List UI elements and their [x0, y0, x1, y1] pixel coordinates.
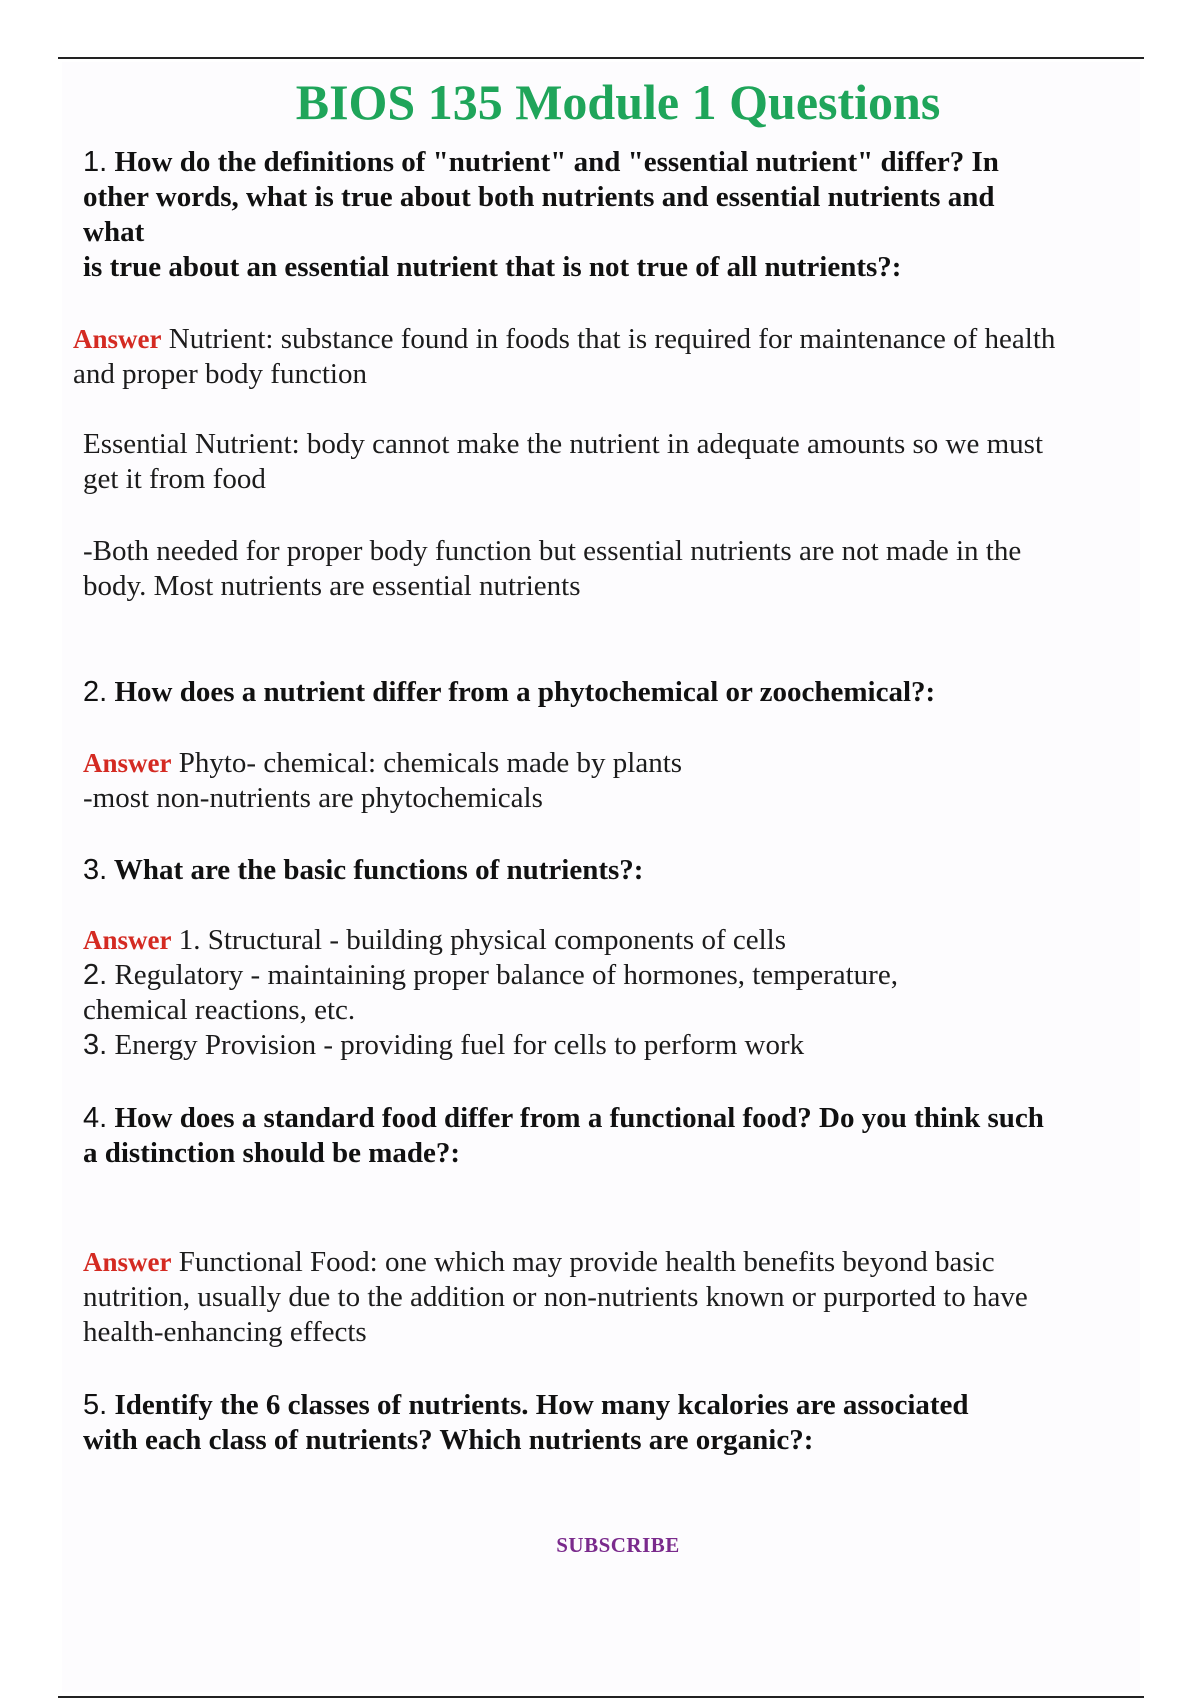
answer-text-line: and proper body function	[73, 358, 367, 390]
document-title: BIOS 135 Module 1 Questions	[295, 74, 941, 130]
answer-text-line: Functional Food: one which may provide health benefits beyond basic	[178, 1246, 995, 1278]
bottom-rule	[58, 1696, 1144, 1698]
answer-text-line: Nutrient: substance found in foods that is required for maintenance of health	[168, 323, 1056, 355]
question-text-line: other words, what is true about both nutrients and essential nutrients and	[83, 181, 995, 213]
question-text-line: What are the basic functions of nutrients?:	[113, 854, 644, 886]
question-3	[83, 853, 1143, 888]
question-number: 2.	[83, 676, 108, 708]
question-text-line: How does a nutrient differ from a phytochemical or zoochemical?:	[114, 676, 936, 708]
answer-1-paragraph-3	[83, 534, 1143, 604]
answer-text-line: Essential Nutrient: body cannot make the nutrient in adequate amounts so we must	[83, 428, 1044, 460]
answer-text-line: -most non-nutrients are phytochemicals	[83, 782, 543, 814]
question-text-line: How do the definitions of "nutrient" and "essential nutrient" differ? In	[114, 146, 999, 178]
question-text-line: with each class of nutrients? Which nutrients are organic?:	[83, 1424, 814, 1456]
question-number: 4.	[83, 1102, 108, 1134]
answer-label: Answer	[83, 925, 172, 955]
question-4	[83, 1101, 1143, 1171]
answer-text-line: get it from food	[83, 463, 266, 495]
answer-text-line: body. Most nutrients are essential nutrients	[83, 570, 581, 602]
question-number: 5.	[83, 1389, 108, 1421]
question-number: 3.	[83, 854, 108, 886]
answer-label: Answer	[83, 1247, 172, 1277]
answer-text-line: -Both needed for proper body function but essential nutrients are not made in the	[83, 535, 1022, 567]
answer-text-line: Regulatory - maintaining proper balance of hormones, temperature,	[114, 959, 898, 991]
question-5	[83, 1388, 1143, 1458]
answer-4	[83, 1245, 1143, 1350]
question-1	[83, 145, 1143, 285]
subscribe-link[interactable]: SUBSCRIBE	[556, 1533, 680, 1557]
answer-text-line: 1. Structural - building physical components of cells	[178, 924, 787, 956]
answer-text-line: Energy Provision - providing fuel for cells to perform work	[114, 1029, 805, 1061]
question-text-line: is true about an essential nutrient that is not true of all nutrients?:	[83, 251, 902, 283]
question-text-line: what	[83, 216, 145, 248]
top-rule	[58, 57, 1144, 59]
answer-text-line: Phyto- chemical: chemicals made by plants	[178, 747, 683, 779]
question-text-line: Identify the 6 classes of nutrients. How many kcalories are associated	[114, 1389, 969, 1421]
list-number: 3.	[83, 1029, 108, 1061]
answer-text-line: health-enhancing effects	[83, 1316, 367, 1348]
question-2	[83, 675, 1143, 710]
answer-1	[73, 322, 1133, 392]
answer-text-line: chemical reactions, etc.	[83, 994, 356, 1026]
answer-3	[83, 923, 1143, 1063]
question-text-line: How does a standard food differ from a functional food? Do you think such	[114, 1102, 1044, 1134]
answer-2	[83, 746, 1143, 816]
list-number: 2.	[83, 959, 108, 991]
question-number: 1.	[83, 146, 108, 178]
answer-label: Answer	[83, 748, 172, 778]
answer-text-line: nutrition, usually due to the addition or non-nutrients known or purported to have	[83, 1281, 1028, 1313]
answer-1-paragraph-2	[83, 427, 1143, 497]
answer-label: Answer	[73, 324, 162, 354]
question-text-line: a distinction should be made?:	[83, 1137, 461, 1169]
